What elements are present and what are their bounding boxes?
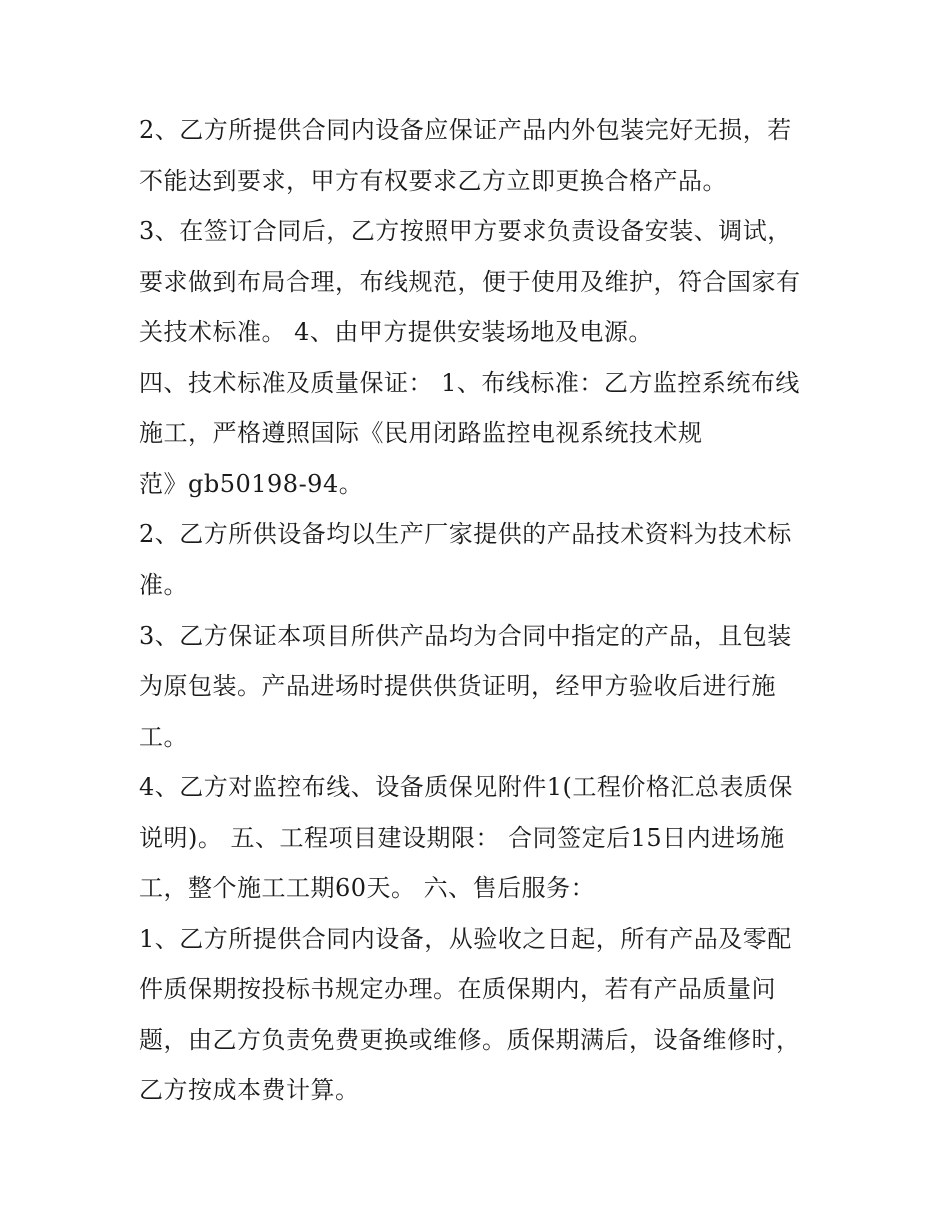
text-line: 四、技术标准及质量保证： 1、布线标准：乙方监控系统布线 <box>139 369 800 397</box>
text-line: 3、在签订合同后，乙方按照甲方要求负责设备安装、调试， <box>139 217 792 245</box>
text-line: 施工，严格遵照国际《民用闭路监控电视系统技术规 <box>139 419 703 447</box>
text-line: 1、乙方所提供合同内设备，从验收之日起，所有产品及零配 <box>139 925 792 953</box>
text-line: 为原包装。产品进场时提供供货证明，经甲方验收后进行施 <box>139 672 776 700</box>
text-line: 题，由乙方负责免费更换或维修。质保期满后，设备维修时， <box>139 1026 801 1054</box>
text-line: 要求做到布局合理，布线规范，便于使用及维护，符合国家有 <box>139 268 801 296</box>
text-line: 4、乙方对监控布线、设备质保见附件1(工程价格汇总表质保 <box>139 773 793 801</box>
text-line: 乙方按成本费计算。 <box>139 1076 360 1104</box>
text-line: 2、乙方所提供合同内设备应保证产品内外包装完好无损，若 <box>139 116 792 144</box>
text-line: 件质保期按投标书规定办理。在质保期内，若有产品质量问 <box>139 975 776 1003</box>
text-line: 范》gb50198-94。 <box>139 470 364 498</box>
text-line: 3、乙方保证本项目所供产品均为合同中指定的产品，且包装 <box>139 622 792 650</box>
text-line: 不能达到要求，甲方有权要求乙方立即更换合格产品。 <box>139 167 727 195</box>
text-line: 工。 <box>139 723 188 751</box>
text-line: 说明)。 五、工程项目建设期限： 合同签定后15日内进场施 <box>139 824 785 852</box>
text-line: 2、乙方所供设备均以生产厂家提供的产品技术资料为技术标 <box>139 520 792 548</box>
text-line: 关技术标准。 4、由甲方提供安装场地及电源。 <box>139 318 653 346</box>
text-line: 工，整个施工工期60天。 六、售后服务： <box>139 874 596 902</box>
text-line: 准。 <box>139 571 188 599</box>
